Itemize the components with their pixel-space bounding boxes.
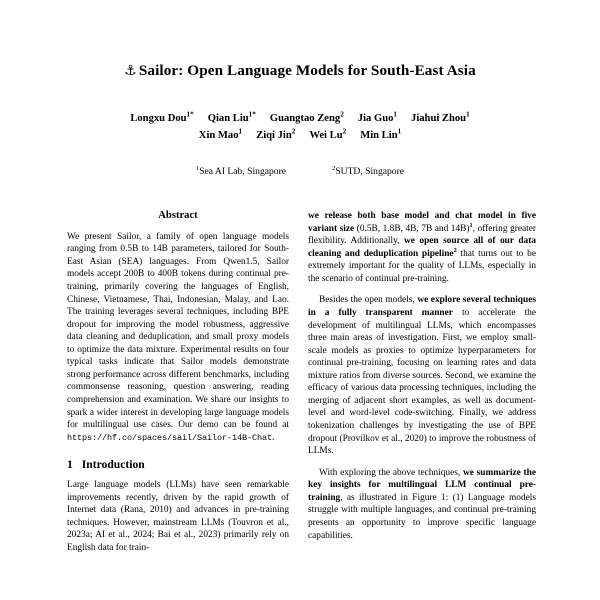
author-name: Guangtao Zeng — [269, 113, 341, 125]
author-affiliation-marker: 1 — [393, 110, 398, 119]
author-affiliation-marker: 2 — [340, 110, 344, 119]
introduction-paragraph-1: Large language models (LLMs) have seen remarkable improvements recently, driven by the rapid growth of Internet data (Rana, 2010) and advances in pre-training techniques. However, mainstream LLMs (Touvron et al., 2023a; AI et al., 2024; Bai et al., 2023) primarily rely on English data for train- — [67, 480, 289, 553]
right-column — [308, 210, 536, 555]
introduction-heading — [67, 458, 289, 472]
text-fragment: to accelerate the development of multilingual LLMs, which encompasses three main areas of investigation. First, we employ small-scale models as proxies to optimize hyperparameters for continual pre-training, focusing on learning rates and data mixture ratios from diverse sources. Second, we examine the efficacy of various data processing techniques, including the merging of adjacent short examples, as well as document-level and word-level code-switching. Finally, we address tokenization challenges by investigating the use of BPE dropout (Provilkov et al., 2020) to improve the robustness of LLMs. — [308, 307, 536, 457]
author-affiliation-marker: 1 — [466, 110, 470, 119]
right-paragraph-2 — [308, 294, 536, 457]
author-name: Xin Mao — [198, 130, 239, 142]
bold-phrase-insights: we summarize the key insights for multilingual LLM continual pre-training — [308, 467, 536, 503]
author — [198, 127, 243, 142]
author-affiliation-marker: 2 — [291, 127, 296, 136]
right-paragraph-3 — [308, 467, 536, 542]
bold-phrase-opensource: we open source all of our data cleaning and deduplication pipeline — [308, 236, 536, 259]
abstract-text — [67, 231, 289, 445]
author-affiliation-marker: 1 — [397, 127, 402, 136]
author-name: Ziqi Jin — [256, 130, 292, 142]
author — [207, 110, 256, 125]
author-row-2 — [67, 127, 533, 144]
text-fragment: With exploring the above techniques, — [319, 467, 463, 478]
author-name: Wei Lu — [309, 130, 343, 142]
affiliation-text: SUTD, Singapore — [335, 165, 405, 177]
abstract-body: We present Sailor, a family of open language models ranging from 0.5B to 14B parameters, tailored for South-East Asian (SEA) languages. From Qwen1.5, Sailor models accept 200B to 400B tokens during continual pre-training, primarily covering the languages of English, Chinese, Vietnamese, Thai, Indonesian, Malay, and Lao. The training leverages several techniques, including BPE dropout for improving the model robustness, aggressive data cleaning and deduplication, and small proxy models to optimize the data mixture. Experimental results on four typical tasks indicate that Sailor models demonstrate strong performance across different benchmarks, including commonsense reasoning, question answering, reading comprehension and examination. We share our insights to spark a wider interest in developing large language models for multilingual use cases. Our demo can be found at — [67, 231, 289, 431]
author-name: Jia Guo — [357, 113, 394, 125]
affiliation-list — [67, 145, 533, 178]
abstract-tail: . — [272, 432, 275, 443]
author-name: Jiahui Zhou — [411, 113, 467, 125]
author-list — [67, 80, 533, 144]
demo-url-link[interactable]: https://hf.co/spaces/sail/Sailor-14B-Chat — [67, 432, 273, 443]
title-text: Sailor: Open Language Models for South-East Asia — [138, 62, 476, 79]
left-column — [67, 210, 289, 555]
author-name: Longxu Dou — [130, 113, 187, 125]
author-affiliation-marker: 1* — [186, 110, 194, 119]
author — [411, 110, 470, 125]
affiliation — [332, 165, 404, 178]
bold-phrase-techniques: we explore several techniques in a fully transparent manner — [308, 295, 536, 318]
affiliation-marker: 2 — [332, 164, 336, 172]
author — [309, 127, 347, 142]
affiliation-text: Sea AI Lab, Singapore — [199, 165, 287, 177]
author — [256, 127, 296, 142]
author-name: Qian Liu — [207, 113, 249, 125]
section-title: Introduction — [81, 458, 145, 472]
bold-phrase-release: we release both base model and chat model in five variant size — [308, 211, 536, 234]
section-number: 1 — [67, 458, 73, 472]
footnote-marker-1[interactable]: 1 — [469, 221, 473, 229]
page-title — [67, 0, 533, 80]
author-row-1 — [67, 110, 533, 127]
text-fragment: , offering greater flexibility. Additionally, — [308, 223, 536, 247]
author — [360, 127, 402, 142]
author — [357, 110, 398, 125]
author-name: Min Lin — [360, 130, 398, 142]
text-fragment: Besides the open models, — [319, 295, 418, 306]
author-affiliation-marker: 1* — [248, 110, 256, 119]
abstract-heading: Abstract — [158, 210, 198, 221]
two-column-body — [67, 210, 536, 555]
anchor-icon: ⚓ — [124, 63, 137, 79]
author-affiliation-marker: 1 — [238, 127, 243, 136]
variant-sizes: (0.5B, 1.8B, 4B, 7B and 14B) — [354, 223, 470, 234]
right-paragraph-1 — [308, 210, 536, 285]
author — [130, 110, 194, 125]
author — [269, 110, 344, 125]
affiliation — [196, 165, 286, 178]
text-fragment: , as illustrated in Figure 1: (1) Language models struggle with multiple languages, and continual pre-training presents an opportunity to improve specific language capabilities. — [308, 492, 536, 541]
text-fragment: that turns out to be extremely important for the quality of LLMs, especially in the scenario of continual pre-training. — [308, 248, 536, 284]
affiliation-marker: 1 — [195, 164, 200, 172]
author-affiliation-marker: 2 — [342, 127, 347, 136]
footnote-marker-2[interactable]: 2 — [453, 246, 457, 254]
